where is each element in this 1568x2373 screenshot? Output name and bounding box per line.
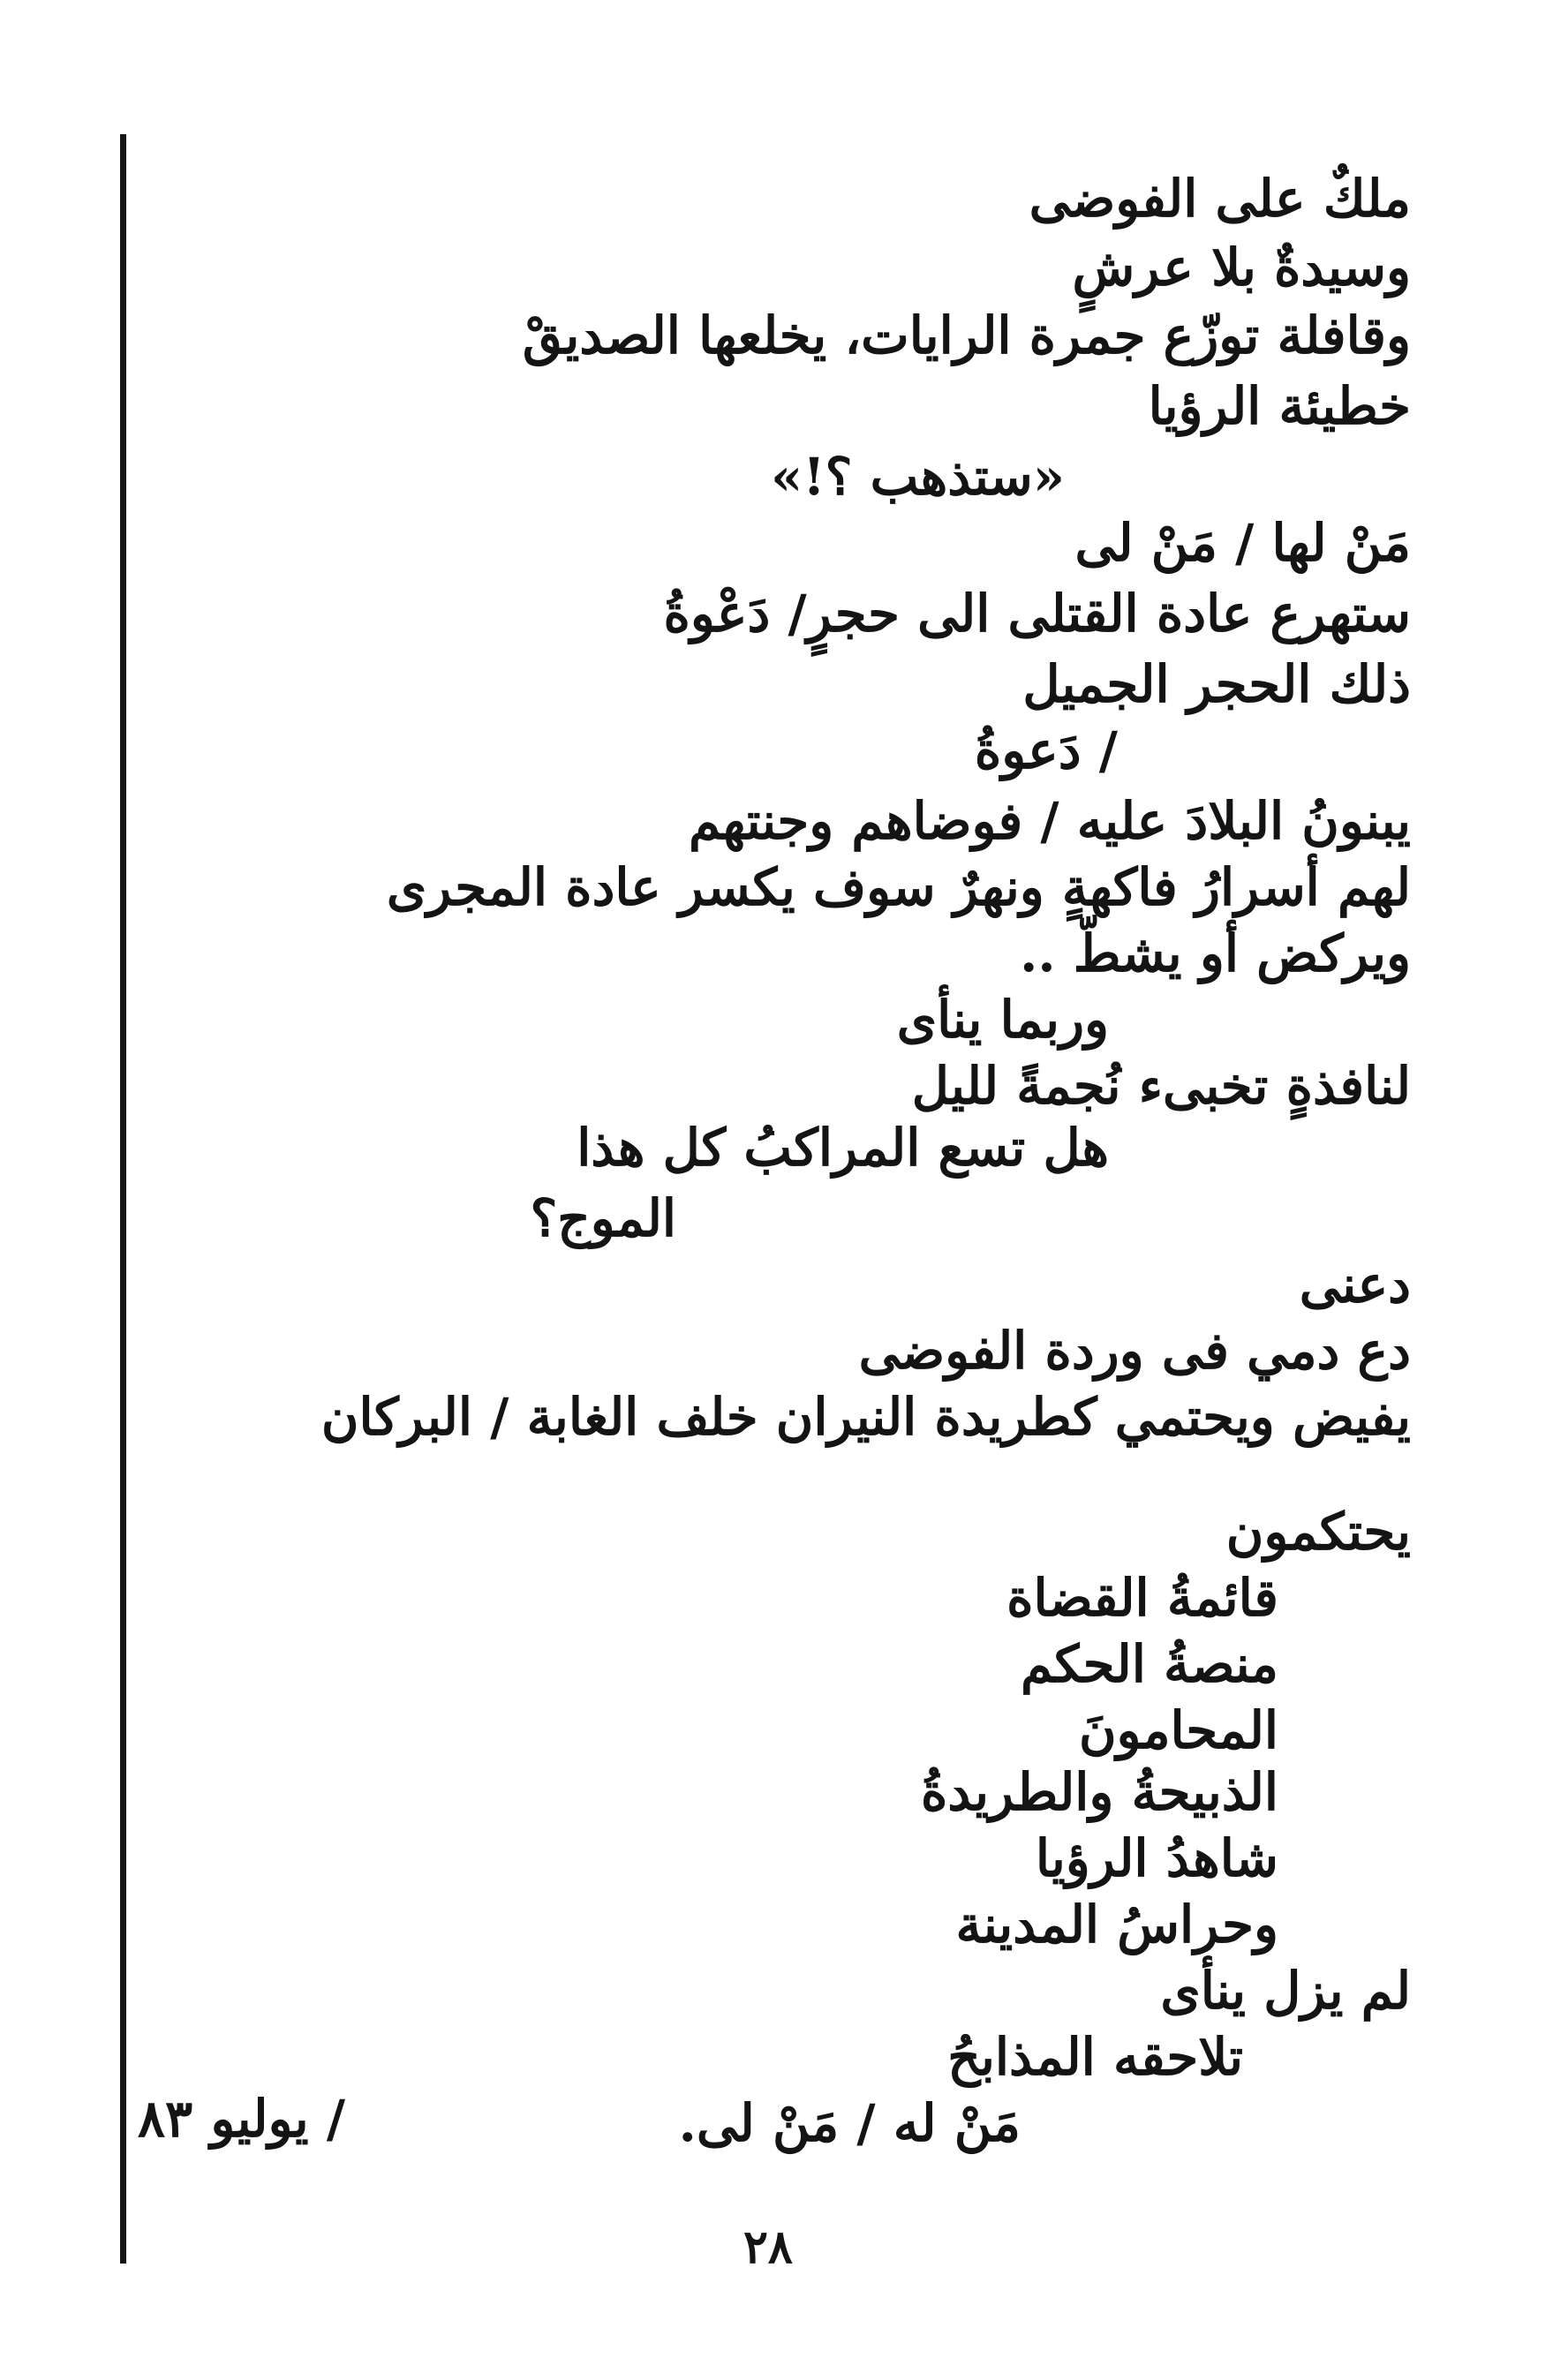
poem-line: خطيئة الرؤيا: [1148, 376, 1411, 436]
page-number: ٢٨: [743, 2220, 793, 2274]
poem-line: شاهدُ الرؤيا: [1035, 1828, 1278, 1888]
poem-line: ملكٌ على الفوضى: [1029, 169, 1411, 229]
poem-line: ويركض أو يشطّ ..: [1020, 923, 1411, 983]
poem-line: الذبيحةُ والطريدةُ: [921, 1762, 1278, 1822]
poem-line: ستهرع عادة القتلى الى حجرٍ/ دَعْوةُ: [663, 584, 1411, 644]
poem-line: / دَعوةُ: [974, 720, 1118, 780]
poem-line: هل تسع المراكبُ كل هذا: [577, 1118, 1109, 1178]
poem-line: لم يزل ينأى: [1160, 1961, 1411, 2021]
date-note: / يوليو ٨٣: [137, 2089, 345, 2149]
poem-line: المحامونَ: [1078, 1700, 1278, 1760]
poem-line: «ستذهب ؟!»: [770, 447, 1065, 507]
poem-line: وسيدةٌ بلا عرشٍ: [1072, 237, 1411, 298]
poem-line: مَنْ لها / مَنْ لى: [1074, 513, 1411, 573]
poem-line: لنافذةٍ تخبىء نُجمةً لليل: [911, 1056, 1411, 1116]
poem-line: قائمةُ القضاة: [1006, 1568, 1278, 1628]
poem-line: دعنى: [1299, 1254, 1411, 1315]
poem-line: يبنونُ البلادَ عليه / فوضاهم وجنتهم: [689, 791, 1411, 851]
poem-line: وربما ينأى: [896, 990, 1109, 1050]
poem-line: دع دمي فى وردة الفوضى: [858, 1321, 1411, 1381]
poem-line: لهم أسرارُ فاكهةٍ ونهرٌ سوف يكسر عادة المجرى: [386, 857, 1411, 917]
poem-line: منصةُ الحكم: [1020, 1634, 1278, 1694]
poem-line: يحتكمون: [1225, 1502, 1411, 1562]
poem-line: وقافلة توزّع جمرة الرايات، يخلعها الصديقْ: [522, 305, 1411, 365]
poem-line: يفيض ويحتمي كطريدة النيران خلف الغابة / البركان: [320, 1387, 1411, 1447]
poem-line: مَنْ له / مَنْ لى.: [678, 2093, 1021, 2153]
margin-rule: [120, 134, 126, 2264]
poem-line: وحراسُ المدينة: [955, 1895, 1278, 1955]
poem-line: ذلك الحجر الجميل: [1022, 654, 1411, 714]
poem-line: تلاحقه المذابحُ: [947, 2027, 1243, 2087]
poem-line: الموج؟: [530, 1188, 676, 1248]
